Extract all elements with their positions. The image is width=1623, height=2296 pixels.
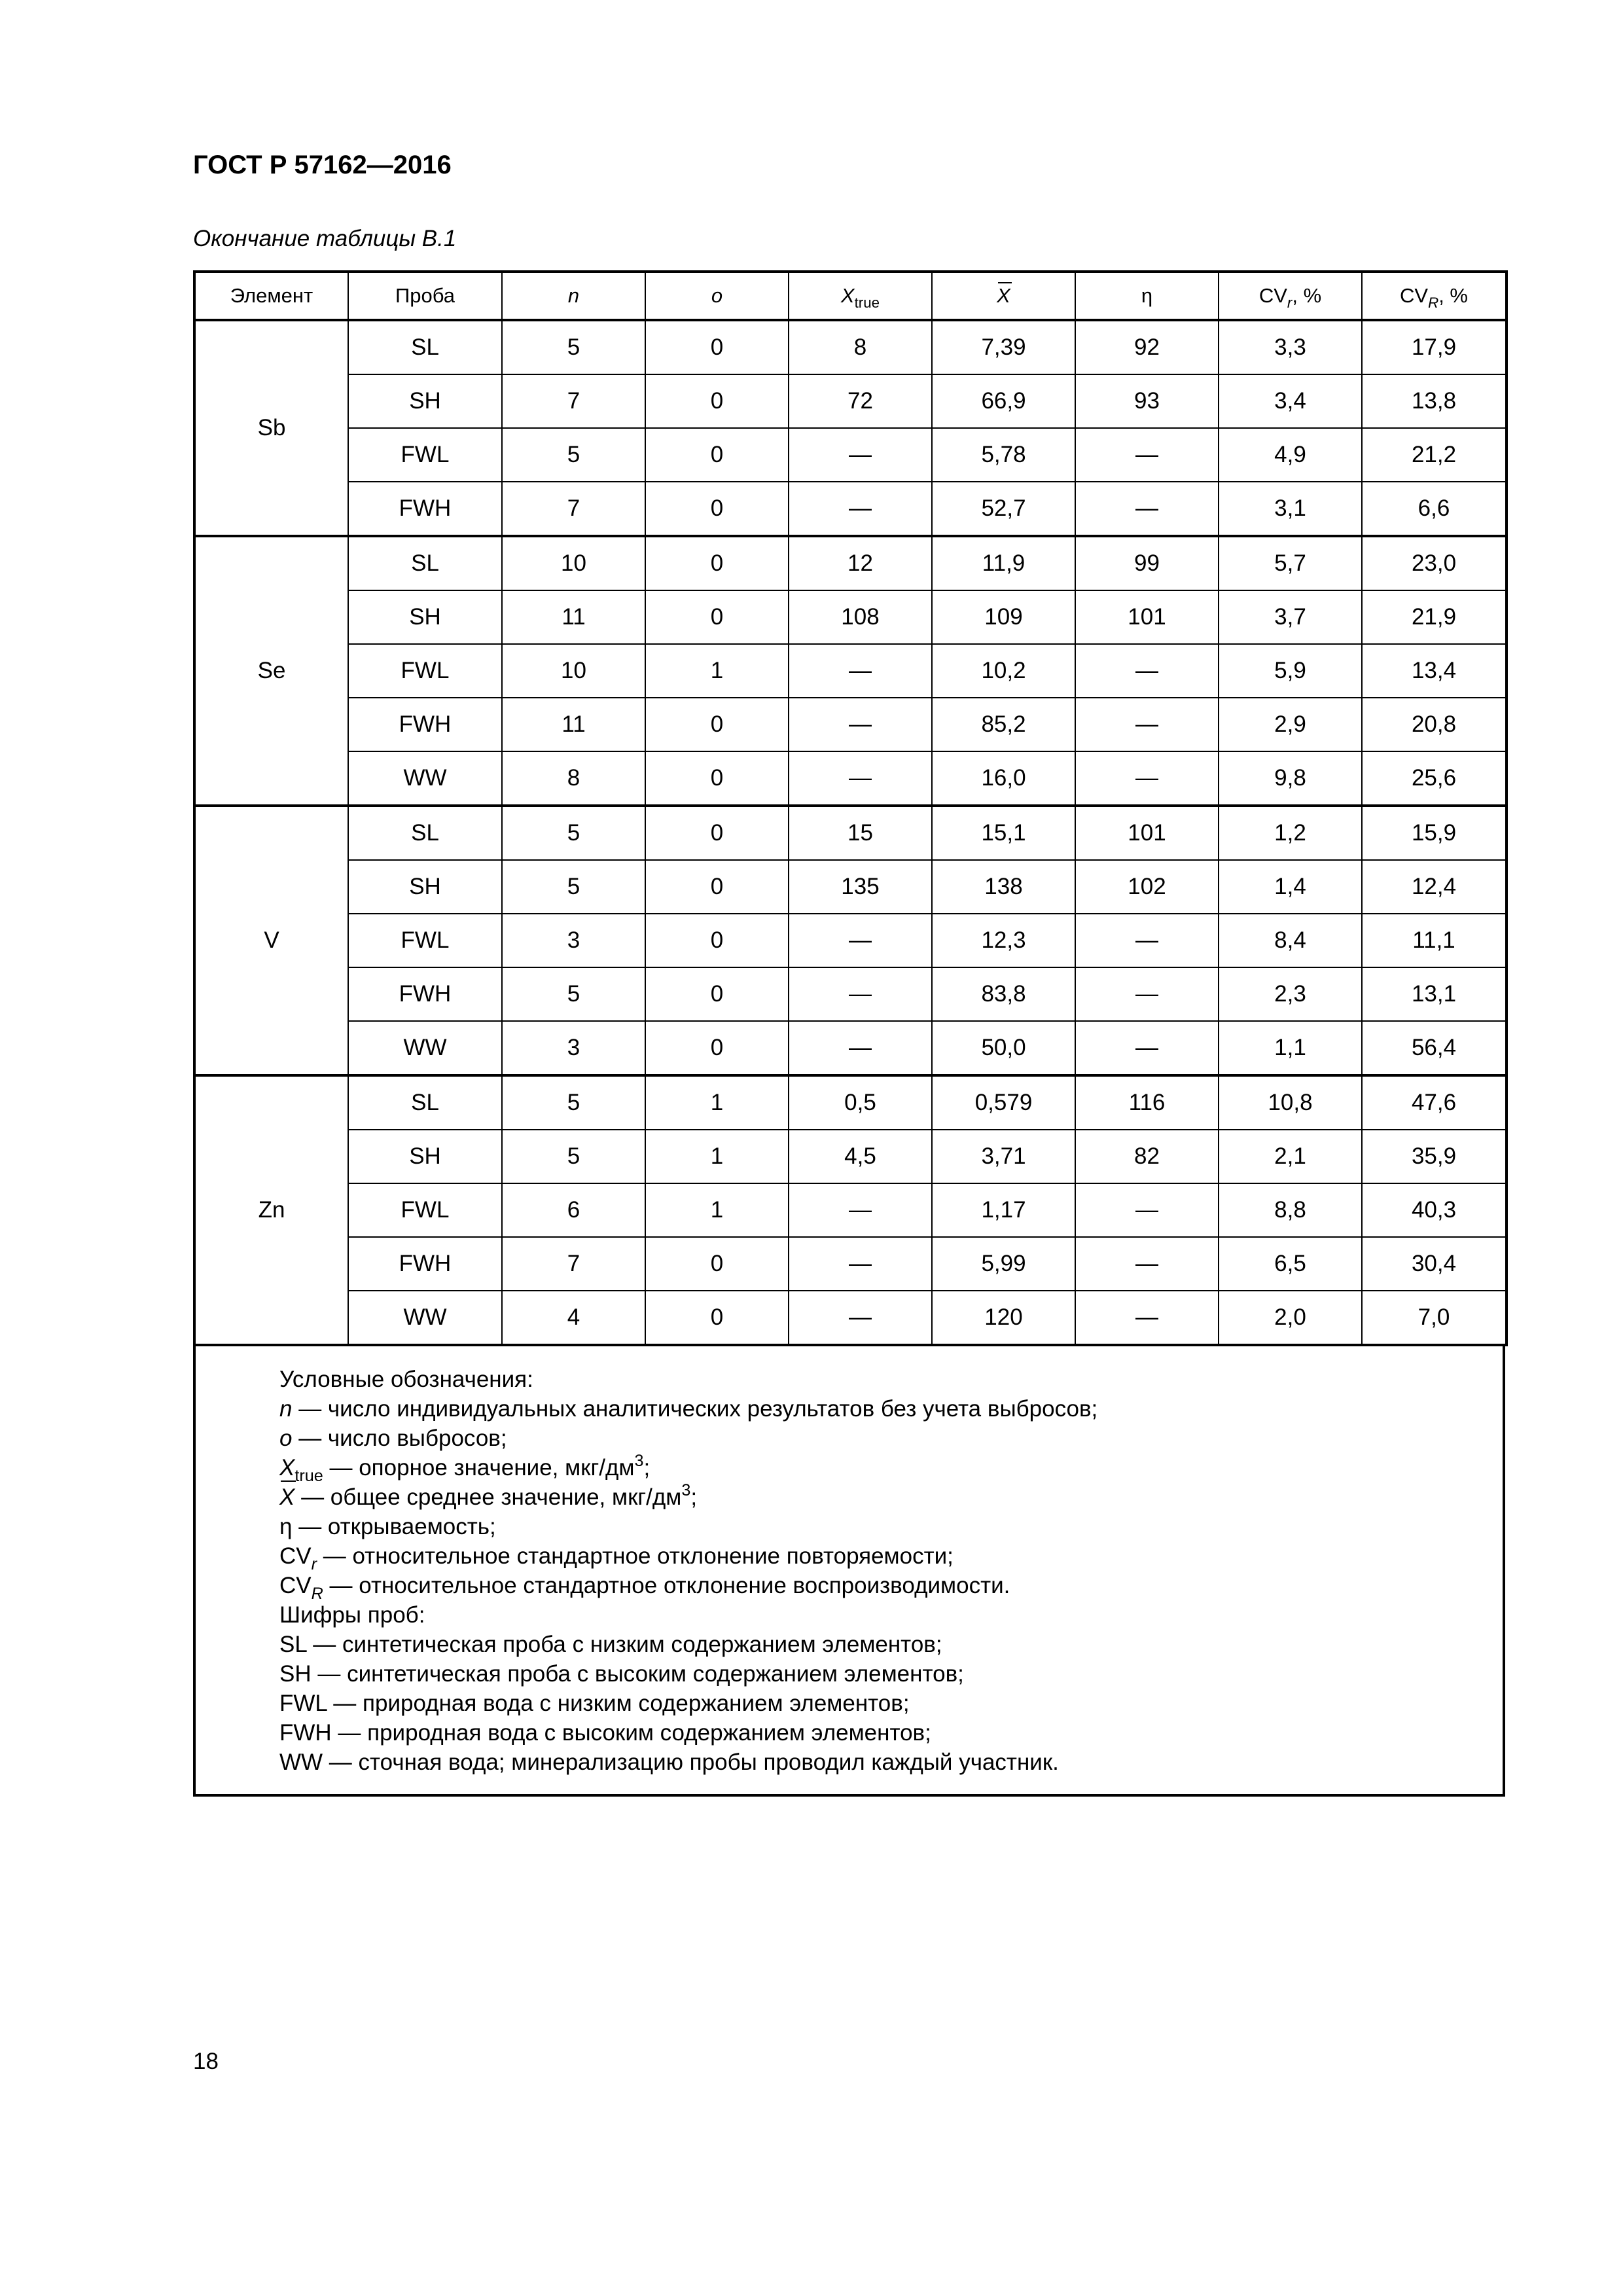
cvr-cell: 3,3	[1219, 320, 1362, 374]
element-group-3	[194, 1075, 1507, 1345]
cvR-cell: 12,4	[1362, 860, 1507, 914]
n-cell: 5	[502, 320, 645, 374]
o-cell: 0	[645, 914, 789, 967]
eta-cell: —	[1075, 1237, 1219, 1291]
o-cell: 0	[645, 536, 789, 590]
eta-cell: 93	[1075, 374, 1219, 428]
legend-n	[279, 1394, 1503, 1424]
legend-cvr-base: CV	[279, 1543, 312, 1569]
cvr-subscript: r	[1287, 294, 1293, 311]
cvR-cell: 17,9	[1362, 320, 1507, 374]
legend-xmean-symbol: X	[279, 1482, 294, 1512]
cvr-cell: 1,1	[1219, 1021, 1362, 1075]
cvR-cell: 11,1	[1362, 914, 1507, 967]
cvR-cell: 25,6	[1362, 751, 1507, 806]
n-cell: 11	[502, 590, 645, 644]
cvR-cell: 21,2	[1362, 428, 1507, 482]
cvR-cell: 15,9	[1362, 806, 1507, 860]
n-cell: 7	[502, 482, 645, 536]
element-group-0	[194, 320, 1507, 536]
n-cell: 5	[502, 806, 645, 860]
xtrue-cell: —	[789, 1291, 932, 1345]
legend-cvr	[279, 1541, 1503, 1571]
n-cell: 10	[502, 536, 645, 590]
eta-cell: —	[1075, 1183, 1219, 1237]
xtrue-cell: 108	[789, 590, 932, 644]
cvR-cell: 35,9	[1362, 1130, 1507, 1183]
cvr-cell: 5,9	[1219, 644, 1362, 698]
eta-cell: 101	[1075, 590, 1219, 644]
legend-n-symbol: n	[279, 1396, 293, 1422]
col-header-xtrue	[789, 272, 932, 320]
o-cell: 0	[645, 320, 789, 374]
legend-eta: η — открываемость;	[279, 1514, 496, 1539]
o-cell: 0	[645, 860, 789, 914]
cvr-tail: , %	[1292, 284, 1322, 307]
table-caption: Окончание таблицы В.1	[193, 226, 457, 251]
table-row	[194, 751, 1507, 806]
cvr-cell: 2,3	[1219, 967, 1362, 1021]
legend-xmean-superscript: 3	[681, 1481, 691, 1500]
cvR-cell: 13,8	[1362, 374, 1507, 428]
n-cell: 6	[502, 1183, 645, 1237]
xtrue-subscript: true	[854, 294, 880, 311]
n-cell: 4	[502, 1291, 645, 1345]
legend-xmean	[279, 1482, 1503, 1512]
table-row	[194, 590, 1507, 644]
xmean-cell: 50,0	[932, 1021, 1075, 1075]
cvR-cell: 13,1	[1362, 967, 1507, 1021]
xmean-symbol: X	[997, 284, 1010, 307]
col-header-o	[645, 272, 789, 320]
o-cell: 1	[645, 644, 789, 698]
cvr-cell: 4,9	[1219, 428, 1362, 482]
table-header-row	[194, 272, 1507, 320]
legend-cvR-base: CV	[279, 1573, 312, 1598]
legend-xtrue-subscript: true	[294, 1466, 323, 1485]
legend-code-fwh: FWH — природная вода с высоким содержанием элементов;	[279, 1720, 931, 1746]
cvR-cell: 23,0	[1362, 536, 1507, 590]
o-cell: 0	[645, 590, 789, 644]
cvr-cell: 8,4	[1219, 914, 1362, 967]
table-row	[194, 1237, 1507, 1291]
xtrue-cell: —	[789, 967, 932, 1021]
xmean-cell: 7,39	[932, 320, 1075, 374]
cvR-cell: 21,9	[1362, 590, 1507, 644]
xmean-cell: 3,71	[932, 1130, 1075, 1183]
o-cell: 1	[645, 1075, 789, 1130]
n-cell: 8	[502, 751, 645, 806]
element-cell: V	[194, 806, 348, 1075]
legend-xtrue-superscript: 3	[634, 1452, 644, 1471]
xmean-cell: 16,0	[932, 751, 1075, 806]
cvR-cell: 7,0	[1362, 1291, 1507, 1345]
legend-codes-title: Шифры проб:	[279, 1602, 425, 1628]
xmean-cell: 12,3	[932, 914, 1075, 967]
legend-n-text: — число индивидуальных аналитических результатов без учета выбросов;	[292, 1396, 1098, 1422]
eta-cell: 82	[1075, 1130, 1219, 1183]
o-cell: 0	[645, 1237, 789, 1291]
legend-xmean-end: ;	[690, 1484, 698, 1510]
eta-cell: 101	[1075, 806, 1219, 860]
xmean-cell: 66,9	[932, 374, 1075, 428]
data-table	[193, 270, 1508, 1346]
cvr-base: CV	[1258, 284, 1287, 307]
table-row	[194, 374, 1507, 428]
xtrue-cell: —	[789, 1237, 932, 1291]
cvr-cell: 10,8	[1219, 1075, 1362, 1130]
cvr-cell: 6,5	[1219, 1237, 1362, 1291]
col-header-n	[502, 272, 645, 320]
col-header-xmean	[932, 272, 1075, 320]
xmean-cell: 138	[932, 860, 1075, 914]
legend-cvR-subscript: R	[311, 1584, 323, 1603]
cvr-cell: 8,8	[1219, 1183, 1362, 1237]
n-cell: 3	[502, 1021, 645, 1075]
col-header-cvR	[1362, 272, 1507, 320]
n-cell: 10	[502, 644, 645, 698]
cvR-cell: 20,8	[1362, 698, 1507, 751]
xmean-cell: 11,9	[932, 536, 1075, 590]
legend-cvR-text: — относительное стандартное отклонение воспроизводимости.	[323, 1573, 1010, 1598]
xtrue-cell: —	[789, 1021, 932, 1075]
sample-cell: SH	[348, 374, 502, 428]
table-row	[194, 1075, 1507, 1130]
doc-header: ГОСТ Р 57162—2016	[193, 151, 452, 179]
eta-cell: 99	[1075, 536, 1219, 590]
xmean-cell: 83,8	[932, 967, 1075, 1021]
page-number: 18	[193, 2049, 219, 2074]
table-row	[194, 1021, 1507, 1075]
o-cell: 0	[645, 1291, 789, 1345]
data-table-container	[193, 270, 1505, 1797]
cvr-cell: 1,2	[1219, 806, 1362, 860]
cvR-base: CV	[1400, 284, 1429, 307]
col-header-element: Элемент	[194, 272, 348, 320]
legend-xtrue-end: ;	[643, 1455, 651, 1480]
cvr-cell: 2,0	[1219, 1291, 1362, 1345]
cvR-subscript: R	[1428, 294, 1439, 311]
col-header-eta: η	[1075, 272, 1219, 320]
sample-cell: SL	[348, 1075, 502, 1130]
eta-cell: —	[1075, 1021, 1219, 1075]
xtrue-cell: 4,5	[789, 1130, 932, 1183]
cvr-cell: 3,4	[1219, 374, 1362, 428]
xtrue-cell: —	[789, 428, 932, 482]
n-cell: 7	[502, 374, 645, 428]
sample-cell: WW	[348, 751, 502, 806]
xmean-cell: 109	[932, 590, 1075, 644]
table-row	[194, 914, 1507, 967]
n-cell: 3	[502, 914, 645, 967]
eta-cell: 102	[1075, 860, 1219, 914]
table-row	[194, 806, 1507, 860]
table-row	[194, 860, 1507, 914]
o-cell: 0	[645, 482, 789, 536]
sample-cell: FWL	[348, 914, 502, 967]
legend-o-text: — число выбросов;	[292, 1426, 507, 1451]
legend-o-symbol: o	[279, 1426, 293, 1451]
legend-xtrue	[279, 1452, 1503, 1485]
n-cell: 5	[502, 967, 645, 1021]
table-row	[194, 536, 1507, 590]
table-row	[194, 967, 1507, 1021]
sample-cell: SH	[348, 590, 502, 644]
cvr-cell: 3,1	[1219, 482, 1362, 536]
eta-cell: —	[1075, 751, 1219, 806]
eta-cell: —	[1075, 1291, 1219, 1345]
xtrue-cell: 0,5	[789, 1075, 932, 1130]
cvr-cell: 5,7	[1219, 536, 1362, 590]
xtrue-cell: —	[789, 698, 932, 751]
table-row	[194, 1130, 1507, 1183]
xtrue-cell: 135	[789, 860, 932, 914]
xmean-cell: 120	[932, 1291, 1075, 1345]
table-row	[194, 1183, 1507, 1237]
eta-cell: 92	[1075, 320, 1219, 374]
o-symbol: o	[711, 284, 723, 307]
col-header-sample: Проба	[348, 272, 502, 320]
sample-cell: FWH	[348, 1237, 502, 1291]
n-cell: 5	[502, 1075, 645, 1130]
table-row	[194, 698, 1507, 751]
table-row	[194, 1291, 1507, 1345]
legend-o	[279, 1424, 1503, 1453]
cvr-cell: 2,1	[1219, 1130, 1362, 1183]
sample-cell: WW	[348, 1021, 502, 1075]
eta-cell: —	[1075, 482, 1219, 536]
xtrue-cell: —	[789, 751, 932, 806]
n-cell: 7	[502, 1237, 645, 1291]
cvr-cell: 1,4	[1219, 860, 1362, 914]
xtrue-cell: —	[789, 644, 932, 698]
o-cell: 0	[645, 428, 789, 482]
xtrue-cell: 72	[789, 374, 932, 428]
o-cell: 1	[645, 1130, 789, 1183]
n-cell: 5	[502, 428, 645, 482]
eta-cell: —	[1075, 967, 1219, 1021]
o-cell: 0	[645, 1021, 789, 1075]
xmean-cell: 52,7	[932, 482, 1075, 536]
eta-cell: 116	[1075, 1075, 1219, 1130]
element-cell: Sb	[194, 320, 348, 536]
cvR-cell: 40,3	[1362, 1183, 1507, 1237]
sample-cell: SL	[348, 536, 502, 590]
sample-cell: SL	[348, 320, 502, 374]
xmean-cell: 5,78	[932, 428, 1075, 482]
table-row	[194, 428, 1507, 482]
legend-code-ww: WW — сточная вода; минерализацию пробы проводил каждый участник.	[279, 1749, 1059, 1775]
col-header-cvr	[1219, 272, 1362, 320]
xtrue-cell: —	[789, 482, 932, 536]
o-cell: 0	[645, 751, 789, 806]
legend-code-sl: SL — синтетическая проба с низким содержанием элементов;	[279, 1632, 942, 1657]
xmean-cell: 15,1	[932, 806, 1075, 860]
xmean-cell: 1,17	[932, 1183, 1075, 1237]
eta-cell: —	[1075, 698, 1219, 751]
cvR-cell: 30,4	[1362, 1237, 1507, 1291]
element-cell: Zn	[194, 1075, 348, 1345]
xmean-cell: 5,99	[932, 1237, 1075, 1291]
o-cell: 1	[645, 1183, 789, 1237]
eta-cell: —	[1075, 644, 1219, 698]
sample-cell: WW	[348, 1291, 502, 1345]
o-cell: 0	[645, 967, 789, 1021]
xmean-cell: 0,579	[932, 1075, 1075, 1130]
xtrue-cell: 15	[789, 806, 932, 860]
element-cell: Se	[194, 536, 348, 806]
n-cell: 5	[502, 1130, 645, 1183]
sample-cell: FWL	[348, 644, 502, 698]
sample-cell: FWH	[348, 482, 502, 536]
sample-cell: FWL	[348, 428, 502, 482]
legend-cvR	[279, 1571, 1503, 1603]
cvr-cell: 9,8	[1219, 751, 1362, 806]
cvR-cell: 6,6	[1362, 482, 1507, 536]
sample-cell: SH	[348, 860, 502, 914]
eta-cell: —	[1075, 914, 1219, 967]
sample-cell: SL	[348, 806, 502, 860]
xtrue-cell: 8	[789, 320, 932, 374]
o-cell: 0	[645, 806, 789, 860]
cvR-tail: , %	[1438, 284, 1468, 307]
legend-xmean-text: — общее среднее значение, мкг/дм	[294, 1484, 682, 1510]
sample-cell: FWH	[348, 698, 502, 751]
legend-code-sh: SH — синтетическая проба с высоким содержанием элементов;	[279, 1661, 964, 1687]
legend-cvr-subscript: r	[311, 1554, 317, 1573]
cvR-cell: 56,4	[1362, 1021, 1507, 1075]
o-cell: 0	[645, 698, 789, 751]
xmean-cell: 85,2	[932, 698, 1075, 751]
table-row	[194, 482, 1507, 536]
legend-box	[193, 1346, 1505, 1797]
element-group-2	[194, 806, 1507, 1075]
cvR-cell: 13,4	[1362, 644, 1507, 698]
xtrue-cell: 12	[789, 536, 932, 590]
table-row	[194, 644, 1507, 698]
legend-title: Условные обозначения:	[279, 1367, 533, 1392]
o-cell: 0	[645, 374, 789, 428]
n-cell: 5	[502, 860, 645, 914]
legend-cvr-text: — относительное стандартное отклонение повторяемости;	[317, 1543, 954, 1569]
cvr-cell: 3,7	[1219, 590, 1362, 644]
legend-xtrue-text: — опорное значение, мкг/дм	[323, 1455, 635, 1480]
sample-cell: FWL	[348, 1183, 502, 1237]
sample-cell: FWH	[348, 967, 502, 1021]
element-group-1	[194, 536, 1507, 806]
legend-code-fwl: FWL — природная вода с низким содержанием элементов;	[279, 1691, 910, 1716]
xtrue-symbol: X	[840, 284, 855, 307]
table-row	[194, 320, 1507, 374]
sample-cell: SH	[348, 1130, 502, 1183]
xtrue-cell: —	[789, 1183, 932, 1237]
xtrue-cell: —	[789, 914, 932, 967]
xmean-cell: 10,2	[932, 644, 1075, 698]
legend-xtrue-symbol: X	[279, 1455, 295, 1480]
cvr-cell: 2,9	[1219, 698, 1362, 751]
n-cell: 11	[502, 698, 645, 751]
n-symbol: n	[567, 284, 580, 307]
eta-cell: —	[1075, 428, 1219, 482]
cvR-cell: 47,6	[1362, 1075, 1507, 1130]
